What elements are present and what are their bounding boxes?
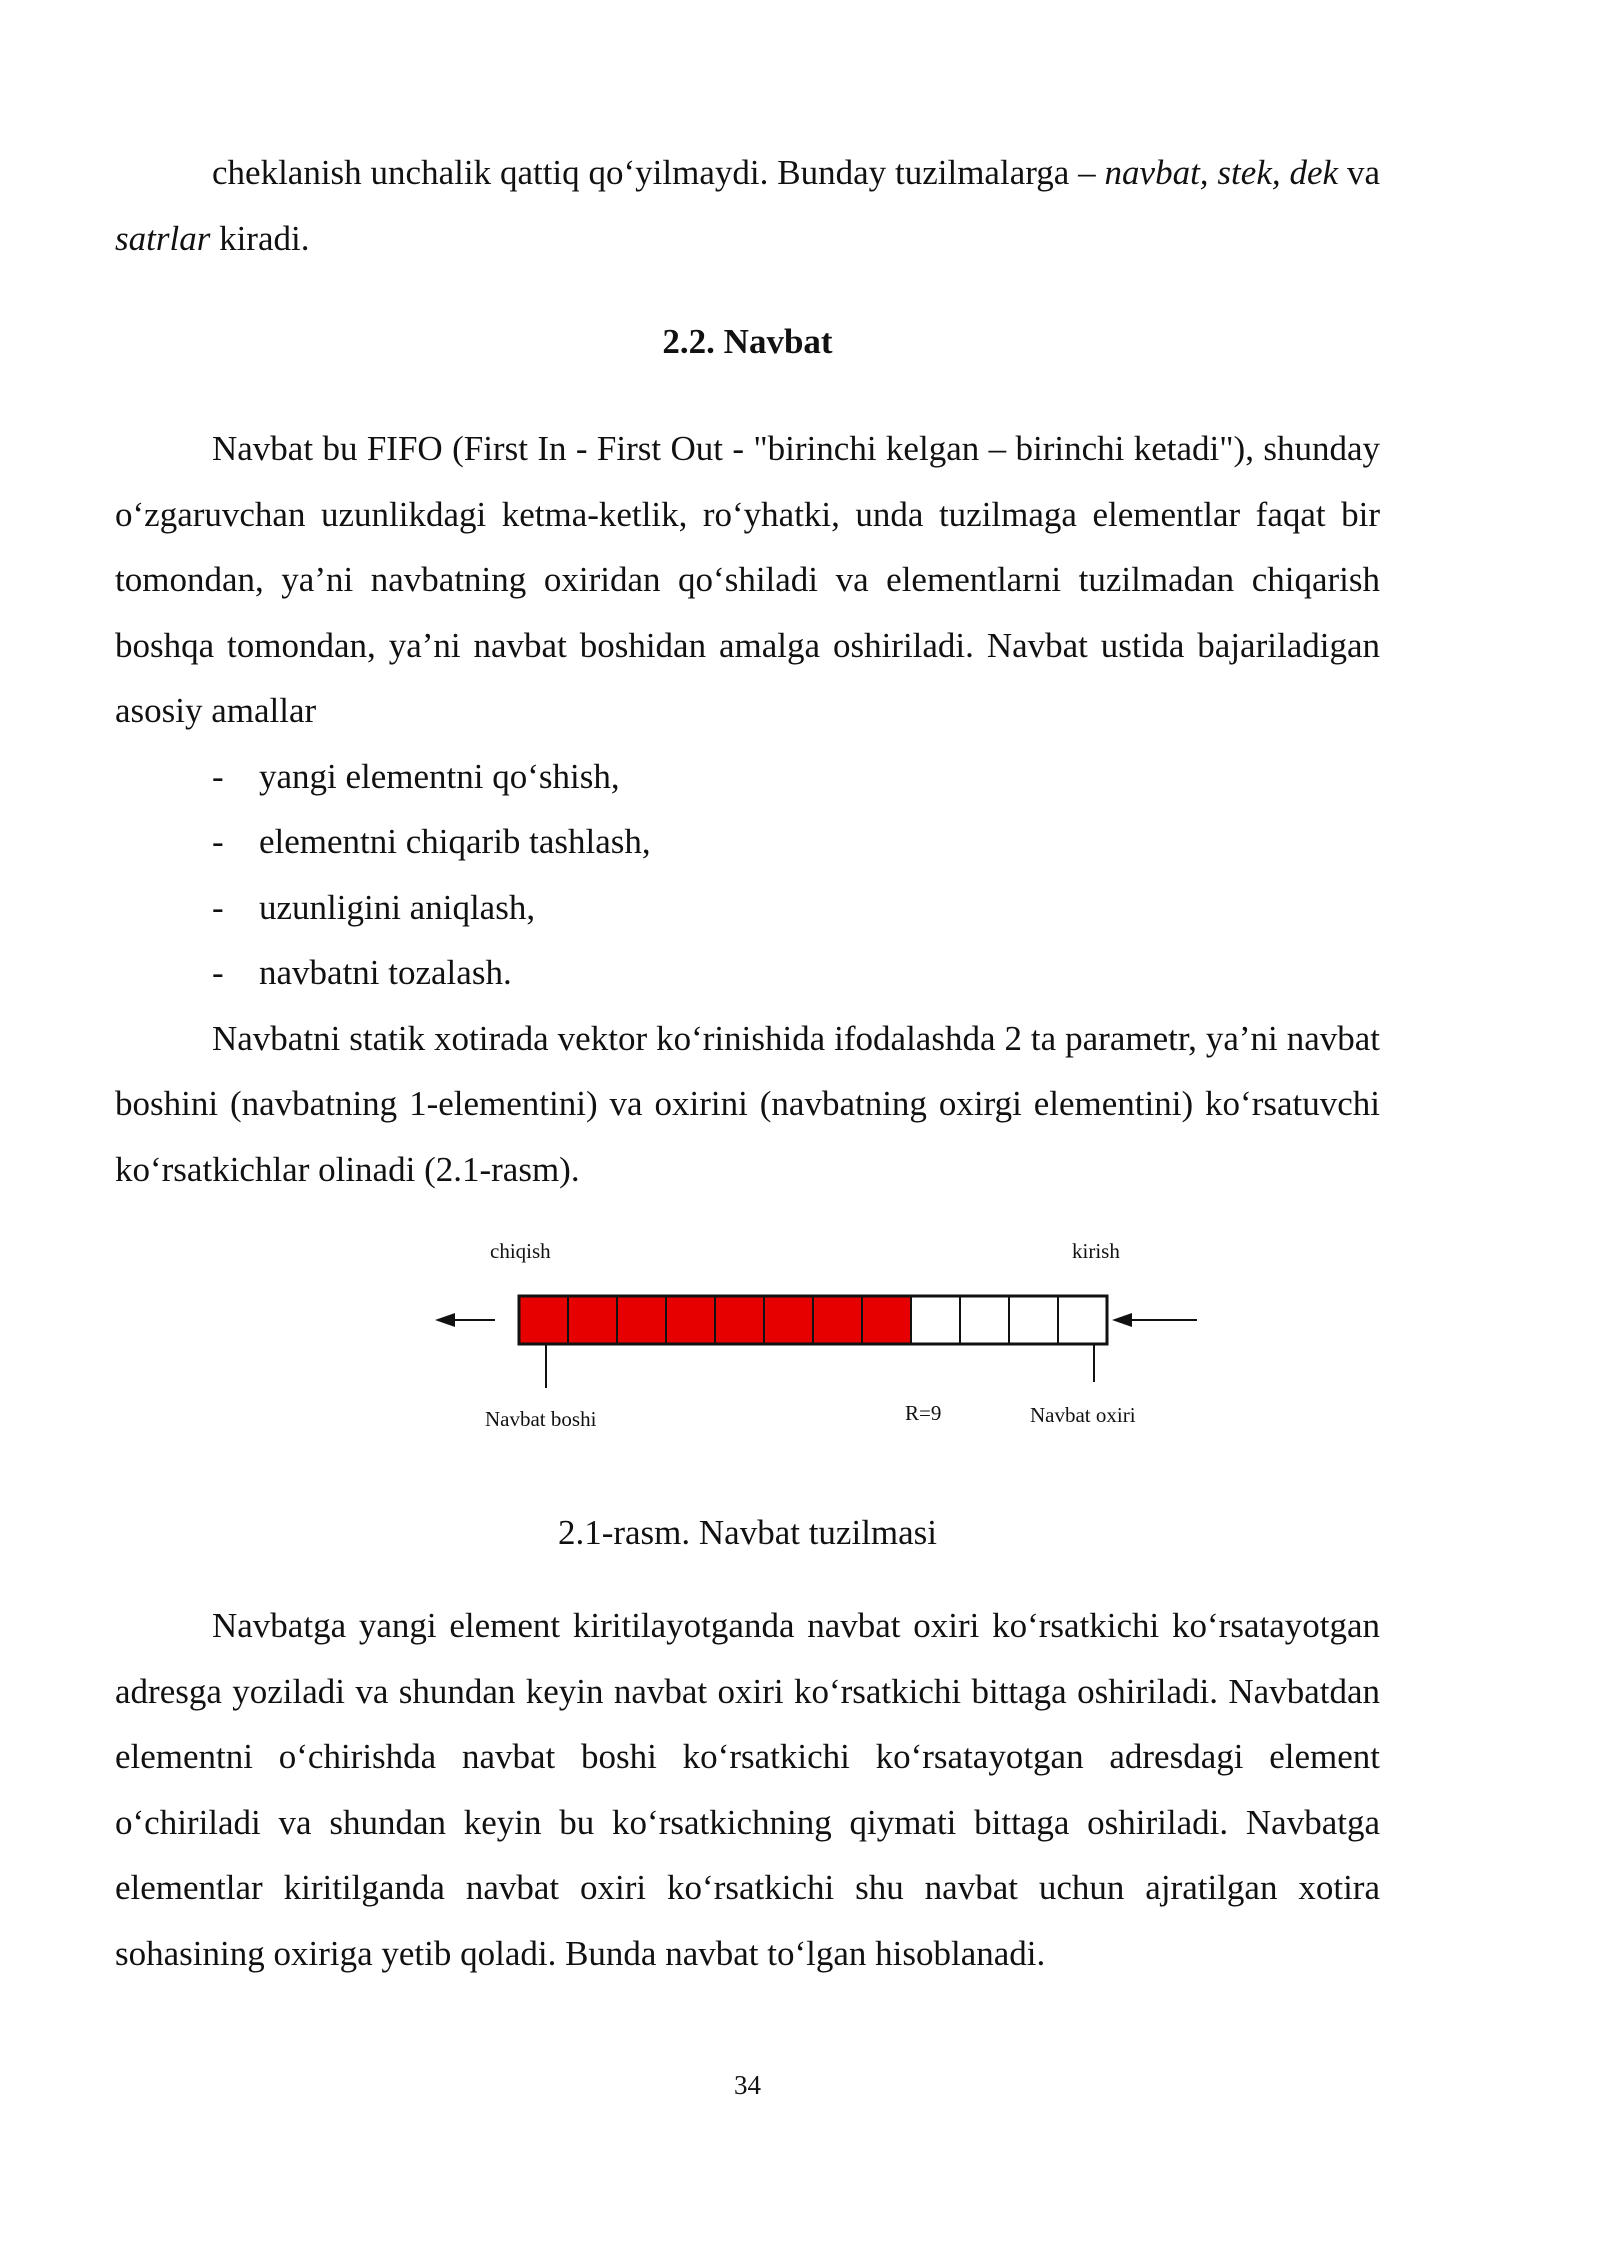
list-dash: - bbox=[212, 953, 224, 992]
list-item bbox=[212, 940, 1380, 1006]
list-dash: - bbox=[212, 887, 224, 927]
queue-cell-empty bbox=[1058, 1296, 1107, 1344]
list-item-text: yangi elementni qo‘shish, bbox=[259, 756, 620, 796]
intro-italic-3: satrlar bbox=[115, 218, 211, 258]
page-number: 34 bbox=[734, 2070, 761, 2100]
queue-cell-empty bbox=[960, 1296, 1009, 1344]
list-item bbox=[212, 809, 1380, 875]
queue-cell-filled bbox=[568, 1296, 617, 1344]
list-item bbox=[212, 744, 1380, 810]
intro-paragraph bbox=[115, 140, 1380, 271]
list-dash: - bbox=[212, 822, 224, 861]
enter-arrow-head bbox=[1112, 1313, 1132, 1327]
paragraph-static-vector: Navbatni statik xotirada vektor ko‘rinishida ifodalashda 2 ta parametr, ya’ni navbat boshini (navbatning 1-elementini) va oxirini (navbatning oxirgi elementini) ko‘rsatuvchi ko‘rsatkichlar olinadi (2.1-rasm). bbox=[115, 1018, 1380, 1189]
queue-cell-empty bbox=[911, 1296, 960, 1344]
paragraph-insert-delete: Navbatga yangi element kiritilayotganda navbat oxiri ko‘rsatkichi ko‘rsatayotgan adresga yoziladi va shundan keyin navbat oxiri ko‘rsatkichi bittaga oshiriladi. Navbatdan elementni o‘chirishda navbat boshi ko‘rsatkichi ko‘rsatayotgan adresdagi element o‘chiriladi va shundan keyin bu ko‘rsatkichning qiymati bittaga oshiriladi. Navbatga elementlar kiritilganda navbat oxiri ko‘rsatkichi shu navbat uchun ajratilgan xotira sohasining oxiriga yetib qoladi. Bunda navbat to‘lgan hisoblanadi. bbox=[115, 1606, 1380, 1973]
queue-cell-filled bbox=[519, 1296, 568, 1344]
exit-arrow-head bbox=[435, 1313, 455, 1327]
queue-diagram bbox=[115, 1210, 1380, 1500]
label-head: Navbat boshi bbox=[485, 1407, 597, 1431]
intro-text-1: cheklanish unchalik qattiq qo‘yilmaydi. Bunday tuzilmalarga – bbox=[212, 153, 1105, 192]
label-r: R=9 bbox=[905, 1401, 942, 1425]
intro-text-2 bbox=[1281, 153, 1290, 192]
queue-cell-filled bbox=[813, 1296, 862, 1344]
figure-caption: 2.1-rasm. Navbat tuzilmasi bbox=[557, 1513, 938, 1552]
paragraph-fifo-definition: Navbat bu FIFO (First In - First Out - "birinchi kelgan – birinchi ketadi"), shunday o‘zgaruvchan uzunlikdagi ketma-ketlik, ro‘yhatki, unda tuzilmaga elementlar faqat bir tomondan, ya’ni navbatning oxiridan qo‘shiladi va elementlarni tuzilmadan chiqarish boshqa tomondan, ya’ni navbat boshidan amalga oshiriladi. Navbat ustida bajariladigan asosiy amallar bbox=[115, 429, 1380, 730]
intro-italic-1: navbat, stek, bbox=[1104, 153, 1281, 192]
queue-diagram-svg bbox=[115, 1210, 1380, 1500]
queue-cell-filled bbox=[862, 1296, 911, 1344]
queue-cell-filled bbox=[666, 1296, 715, 1344]
intro-italic-2: dek bbox=[1289, 153, 1339, 192]
page-content bbox=[115, 140, 1380, 2100]
label-tail: Navbat oxiri bbox=[1030, 1403, 1136, 1427]
list-item bbox=[212, 875, 1380, 941]
intro-text-4: kiradi. bbox=[210, 218, 310, 258]
queue-cell-empty bbox=[1009, 1296, 1058, 1344]
operations-list bbox=[115, 744, 1380, 1006]
list-item-text: navbatni tozalash. bbox=[259, 953, 512, 992]
label-exit: chiqish bbox=[490, 1239, 551, 1263]
list-item-text: uzunligini aniqlash, bbox=[259, 887, 536, 927]
queue-cell-filled bbox=[715, 1296, 764, 1344]
list-dash: - bbox=[212, 756, 224, 796]
intro-text-3: va bbox=[1338, 153, 1380, 192]
list-item-text: elementni chiqarib tashlash, bbox=[259, 822, 651, 861]
queue-cell-filled bbox=[764, 1296, 813, 1344]
queue-cells bbox=[519, 1296, 1107, 1344]
label-enter: kirish bbox=[1072, 1239, 1120, 1263]
section-heading: 2.2. Navbat bbox=[662, 322, 833, 361]
queue-cell-filled bbox=[617, 1296, 666, 1344]
